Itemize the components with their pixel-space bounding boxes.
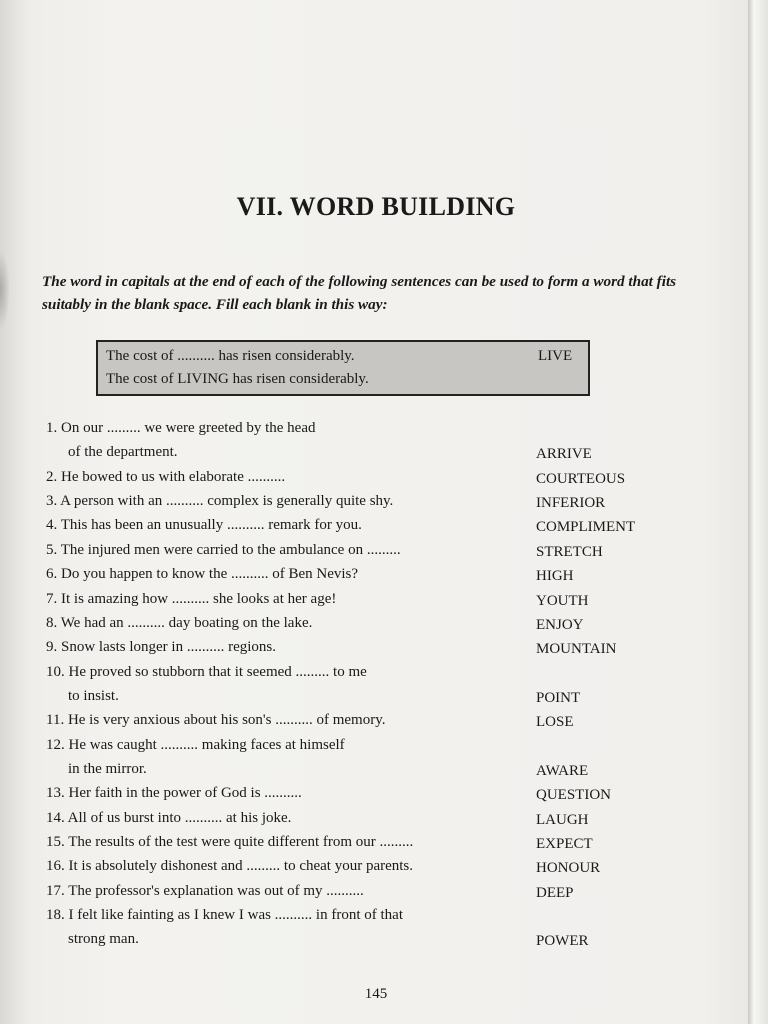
- exercise-sentence: 8. We had an .......... day boating on the lake.: [46, 614, 313, 631]
- exercise-sentence: 12. He was caught .......... making faces at himself: [46, 736, 345, 753]
- root-word: LOSE: [536, 714, 574, 731]
- exercise-sentence: 7. It is amazing how .......... she looks at her age!: [46, 590, 337, 607]
- root-word: INFERIOR: [536, 495, 606, 512]
- root-word: HIGH: [536, 568, 574, 585]
- exercise-sentence-continued: of the department.: [68, 444, 178, 461]
- exercise-sentence: 4. This has been an unusually .......... remark for you.: [46, 517, 362, 534]
- instructions-text: The word in capitals at the end of each of the following sentences can be used to form a word that fits suitably in the blank space. Fill each blank in this way:: [42, 273, 677, 313]
- exercise-sentence: 11. He is very anxious about his son's .......... of memory.: [46, 712, 386, 729]
- exercise-sentence: 10. He proved so stubborn that it seemed ......... to me: [46, 663, 367, 680]
- exercise-sentence: 16. It is absolutely dishonest and ......... to cheat your parents.: [46, 858, 414, 875]
- root-word: AWARE: [536, 762, 589, 779]
- exercise-sentence: 15. The results of the test were quite different from our .........: [46, 834, 414, 850]
- root-word: MOUNTAIN: [536, 641, 617, 658]
- exercise-sentence: 13. Her faith in the power of God is ..........: [46, 785, 302, 802]
- root-word: DEEP: [536, 884, 574, 901]
- exercise-sentence: 3. A person with an .......... complex is generally quite shy.: [46, 493, 394, 510]
- root-word: POINT: [536, 689, 581, 706]
- root-word: EXPECT: [536, 836, 593, 852]
- root-word: ARRIVE: [536, 446, 592, 463]
- example-word: LIVE: [538, 348, 573, 364]
- root-word: COMPLIMENT: [536, 519, 636, 536]
- root-word: LAUGH: [536, 811, 589, 828]
- exercise-sentence: 5. The injured men were carried to the ambulance on .........: [46, 541, 401, 558]
- exercise-sentence: 14. All of us burst into .......... at his joke.: [46, 809, 292, 826]
- root-word: QUESTION: [536, 787, 611, 804]
- root-word: YOUTH: [536, 592, 589, 609]
- exercise-sentence-continued: strong man.: [68, 931, 139, 948]
- page-edge: [748, 0, 768, 1024]
- exercise-sentence-continued: to insist.: [68, 687, 119, 704]
- root-word: STRETCH: [536, 543, 603, 560]
- exercise-sentence-continued: in the mirror.: [68, 760, 147, 777]
- example-sentence: The cost of .......... has risen considerably.: [106, 348, 355, 364]
- root-word: ENJOY: [536, 616, 584, 633]
- page-number: 145: [364, 986, 388, 1002]
- exercise-sentence: 2. He bowed to us with elaborate ..........: [46, 468, 286, 485]
- root-word: POWER: [536, 933, 589, 950]
- exercise-sentence: 1. On our ......... we were greeted by the head: [46, 420, 316, 436]
- root-word: HONOUR: [536, 860, 601, 877]
- example-answer-sentence: The cost of LIVING has risen considerably.: [106, 371, 369, 387]
- exercise-sentence: 18. I felt like fainting as I knew I was .......... in front of that: [46, 907, 403, 923]
- exercise-sentence: 6. Do you happen to know the .......... of Ben Nevis?: [46, 566, 359, 583]
- section-title: VII. WORD BUILDING: [236, 192, 516, 221]
- root-word: COURTEOUS: [536, 470, 626, 487]
- exercise-sentence: 17. The professor's explanation was out of my ..........: [46, 882, 364, 899]
- exercise-sentence: 9. Snow lasts longer in .......... regions.: [46, 639, 276, 656]
